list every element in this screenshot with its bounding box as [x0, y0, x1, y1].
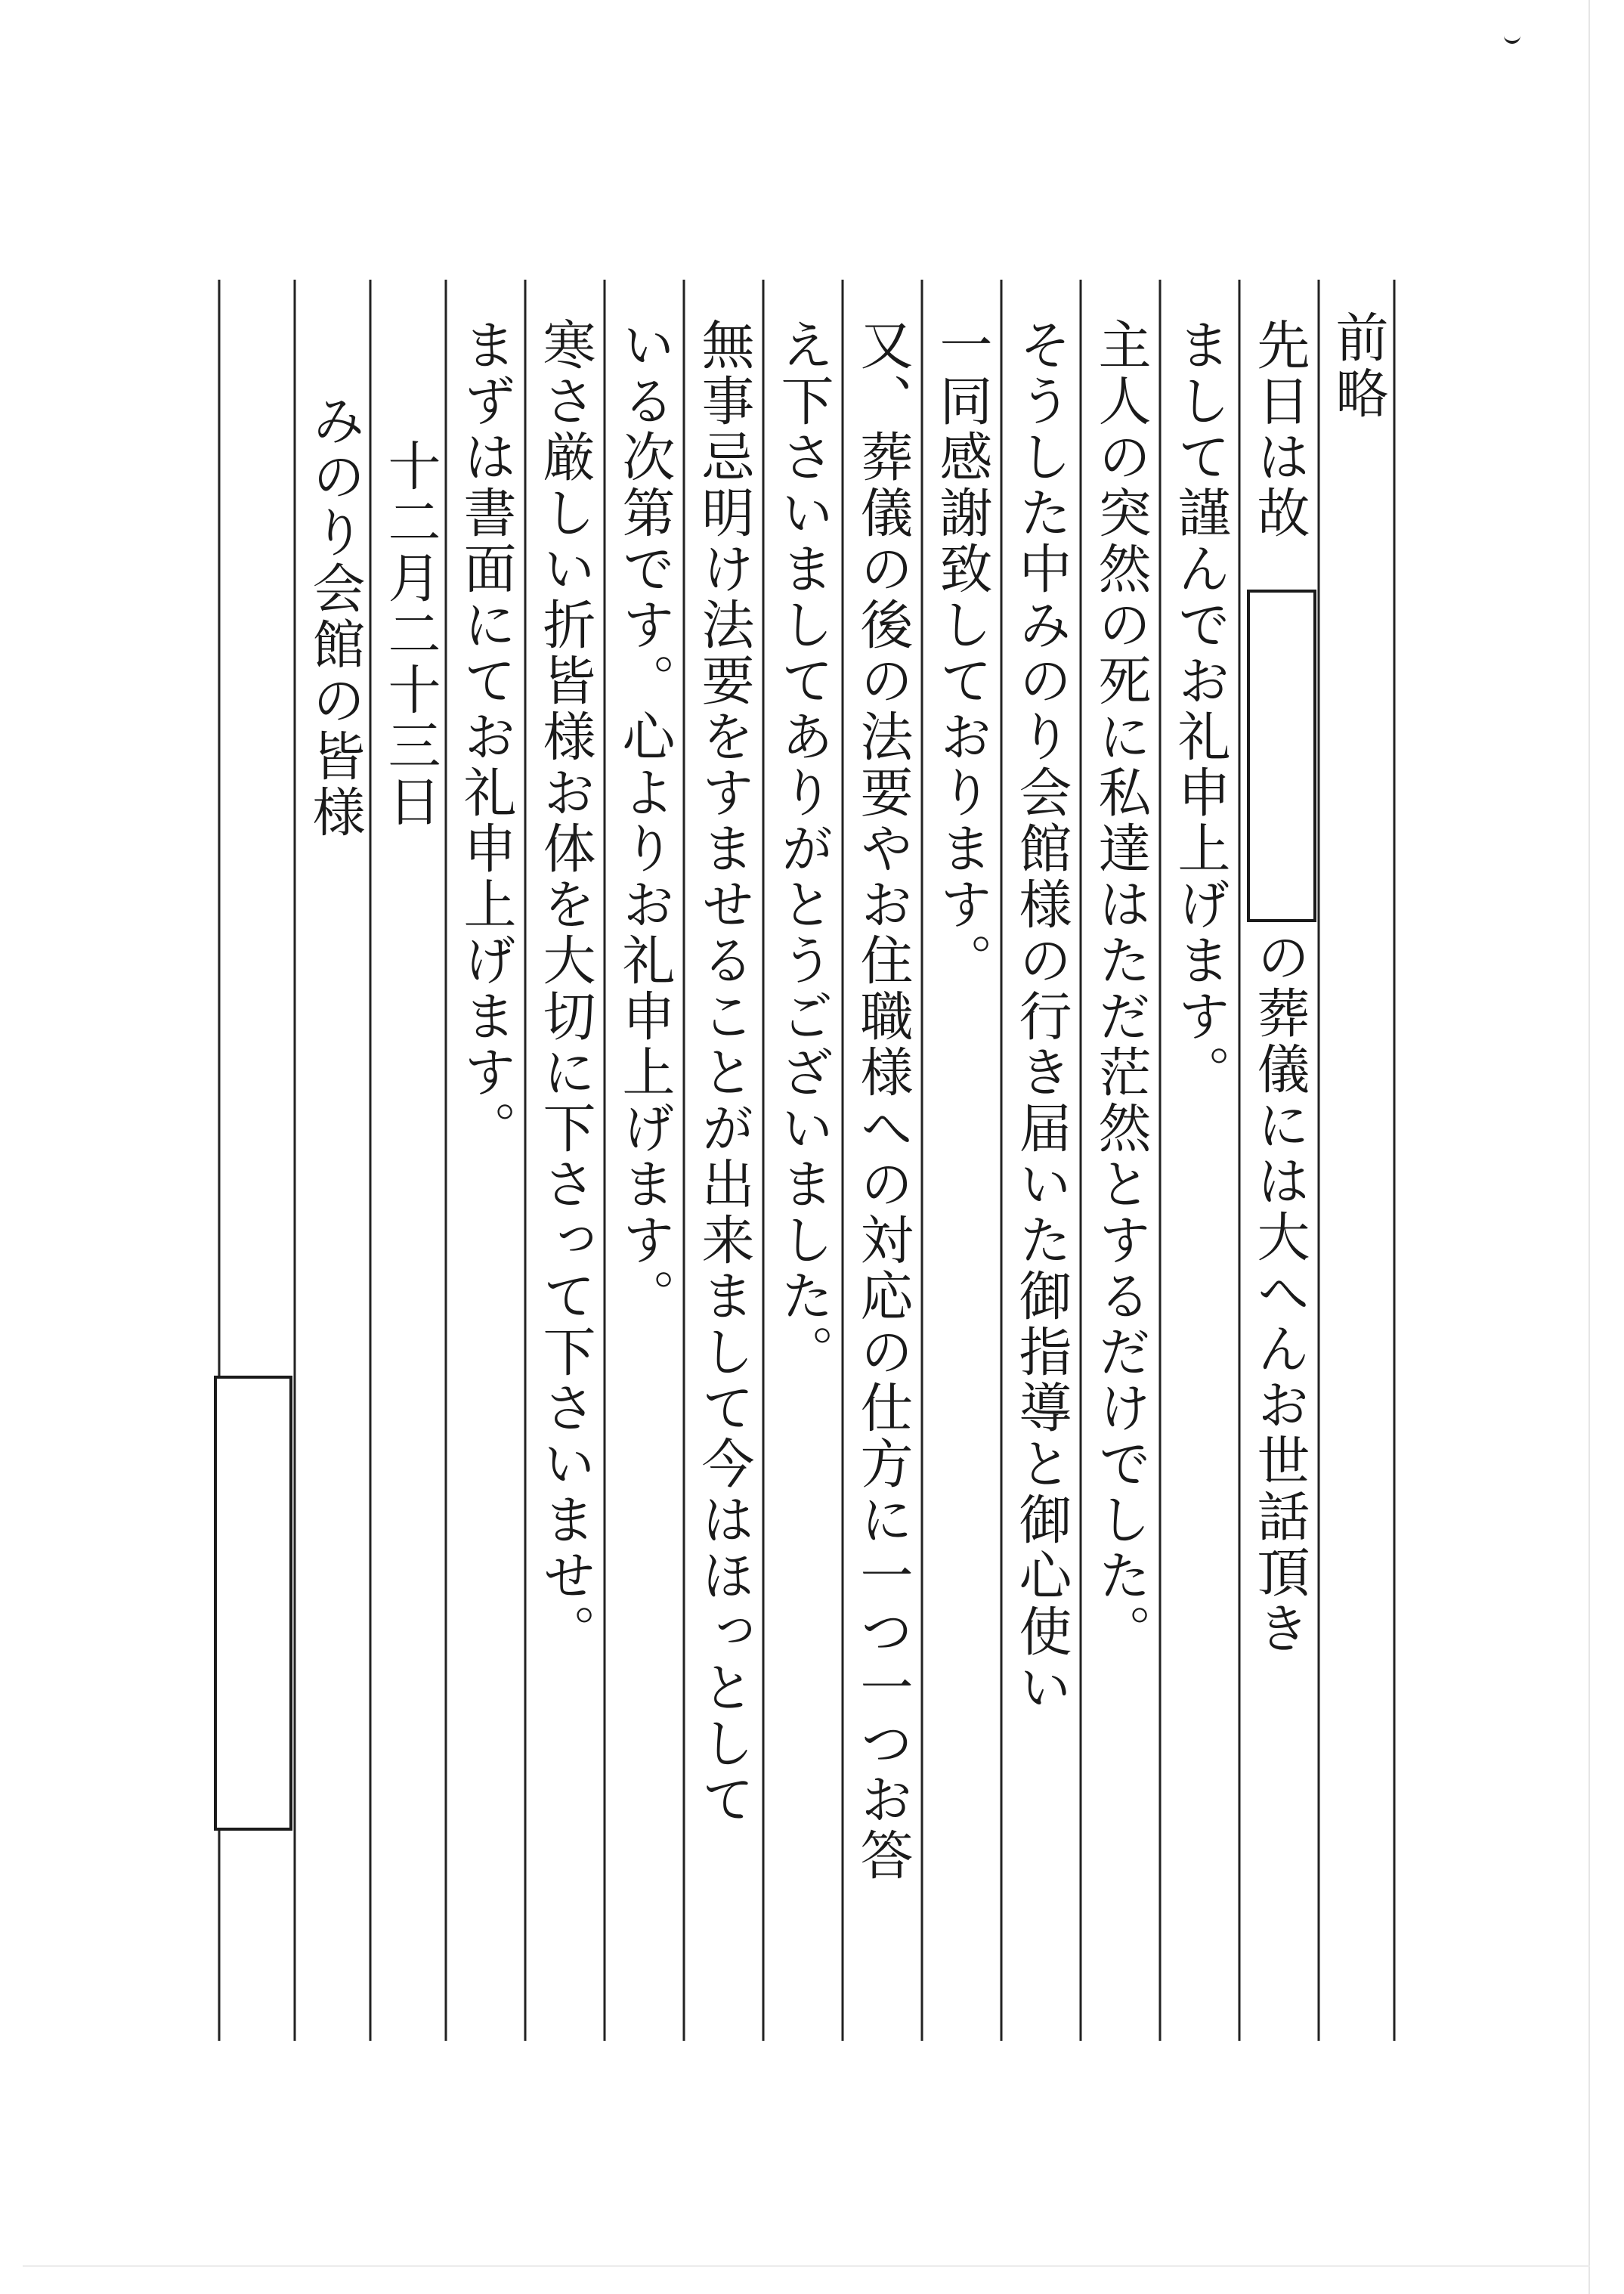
redaction-box-name	[1247, 590, 1316, 922]
letter-line-8: え下さいましてありがとうございました。	[772, 317, 834, 1380]
letter-line-12: まずは書面にてお礼申上げます。	[455, 317, 517, 1156]
letter-opening: 前略	[1327, 310, 1389, 422]
letter-line-10: いる次第です。心よりお礼申上げます。	[614, 317, 676, 1324]
letter-recipient: みのり会館の皆様	[304, 393, 366, 841]
letter-line-9: 無事忌明け法要をすませることが出来まして今はほっとして	[693, 317, 755, 1828]
letter-line-4: 主人の突然の死に私達はただ茫然とするだけでした。	[1090, 317, 1152, 1660]
letter-line-3: まして謹んでお礼申上げます。	[1169, 317, 1231, 1101]
letter-line-1: 先日は故	[1248, 317, 1310, 541]
letter-line-2: の葬儀には大へんお世話頂き	[1248, 930, 1310, 1657]
letter-line-6: 一同感謝致しております。	[931, 317, 993, 989]
redaction-box-sender	[214, 1376, 292, 1831]
letter-line-5: そうした中みのり会館様の行き届いた御指導と御心使い	[1010, 317, 1072, 1716]
letter-line-11: 寒さ厳しい折皆様お体を大切に下さって下さいませ。	[534, 317, 596, 1660]
letter-date: 十二月二十三日	[379, 438, 441, 830]
letter-line-7: 又、葬儀の後の法要やお住職様への対応の仕方に一つ一つお答	[852, 317, 914, 1884]
